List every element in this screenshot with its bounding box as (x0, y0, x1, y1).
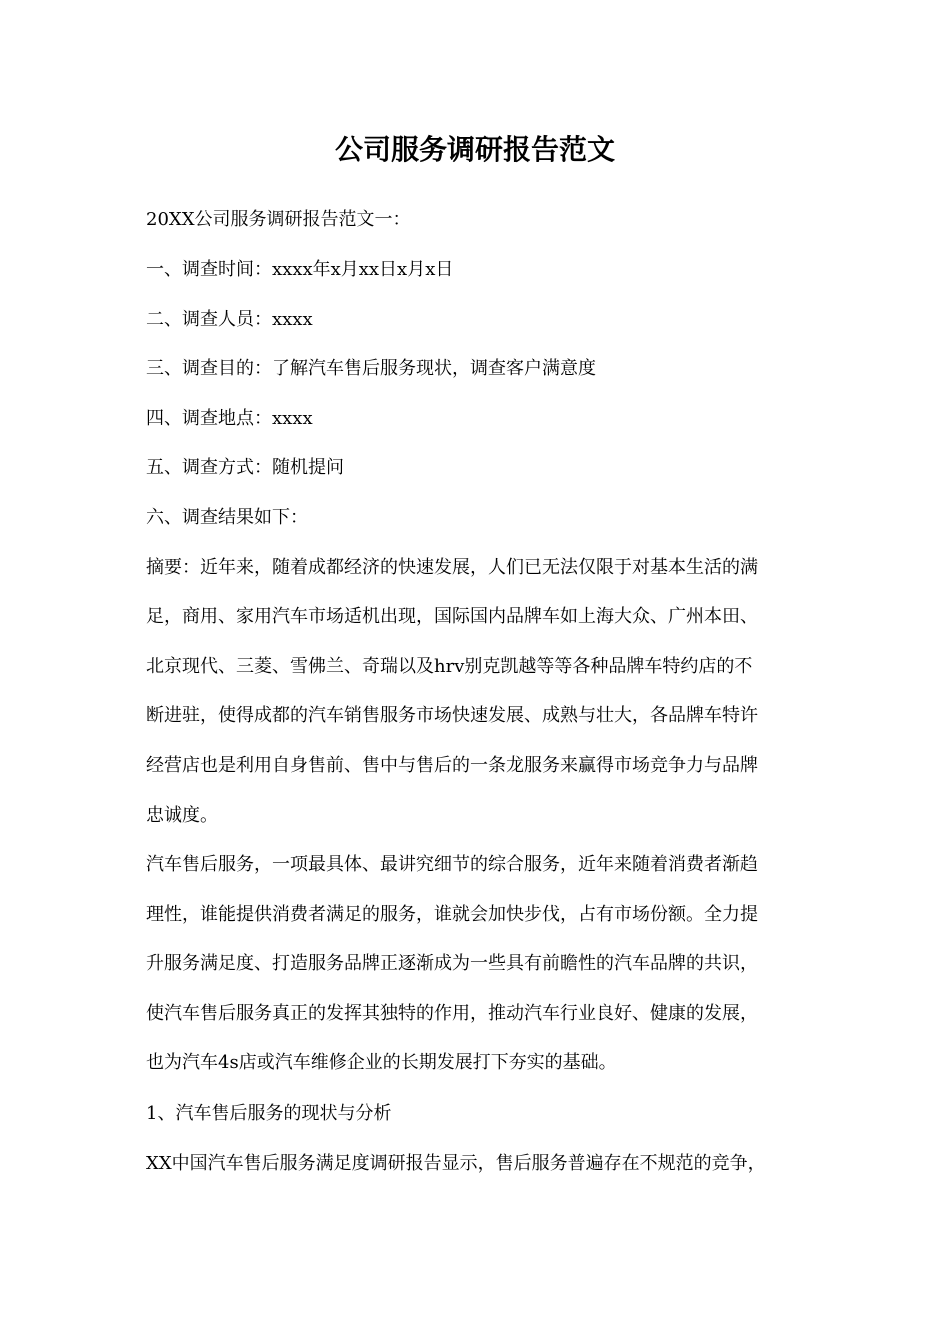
summary-line-2: 足，商用、家用汽车市场适机出现，国际国内品牌车如上海大众、广州本田、 (146, 606, 758, 627)
summary-line-4: 断进驻，使得成都的汽车销售服务市场快速发展、成熟与壮大，各品牌车特许 (146, 705, 758, 726)
paragraph-line-2: 理性，谁能提供消费者满足的服务，谁就会加快步伐，占有市场份额。全力提 (146, 904, 758, 925)
survey-method: 五、调查方式：随机提问 (146, 457, 344, 478)
paragraph-line-4: 使汽车售后服务真正的发挥其独特的作用，推动汽车行业良好、健康的发展， (146, 1003, 758, 1024)
summary-line-3: 北京现代、三菱、雪佛兰、奇瑞以及hrv别克凯越等等各种品牌车特约店的不 (146, 656, 753, 677)
paragraph-line-5: 也为汽车4s店或汽车维修企业的长期发展打下夯实的基础。 (146, 1052, 617, 1073)
survey-purpose: 三、调查目的：了解汽车售后服务现状，调查客户满意度 (146, 358, 596, 379)
paragraph-line-1: 汽车售后服务，一项最具体、最讲究细节的综合服务，近年来随着消费者渐趋 (146, 854, 758, 875)
survey-time: 一、调查时间：xxxx年x月xx日x月x日 (146, 259, 454, 280)
paragraph-line-3: 升服务满足度、打造服务品牌正逐渐成为一些具有前瞻性的汽车品牌的共识， (146, 953, 758, 974)
section-1-line-1: XX中国汽车售后服务满足度调研报告显示，售后服务普遍存在不规范的竞争， (146, 1153, 766, 1174)
summary-line-5: 经营店也是利用自身售前、售中与售后的一条龙服务来赢得市场竞争力与品牌 (146, 755, 758, 776)
survey-location: 四、调查地点：xxxx (146, 408, 313, 429)
section-1-heading: 1、汽车售后服务的现状与分析 (146, 1103, 392, 1124)
survey-personnel: 二、调查人员：xxxx (146, 309, 313, 330)
report-heading: 20XX公司服务调研报告范文一： (146, 209, 411, 230)
survey-results-heading: 六、调查结果如下： (146, 507, 308, 528)
summary-line-6: 忠诚度。 (146, 805, 218, 826)
document-title: 公司服务调研报告范文 (334, 133, 615, 166)
summary-line-1: 摘要：近年来，随着成都经济的快速发展，人们已无法仅限于对基本生活的满 (146, 557, 758, 578)
